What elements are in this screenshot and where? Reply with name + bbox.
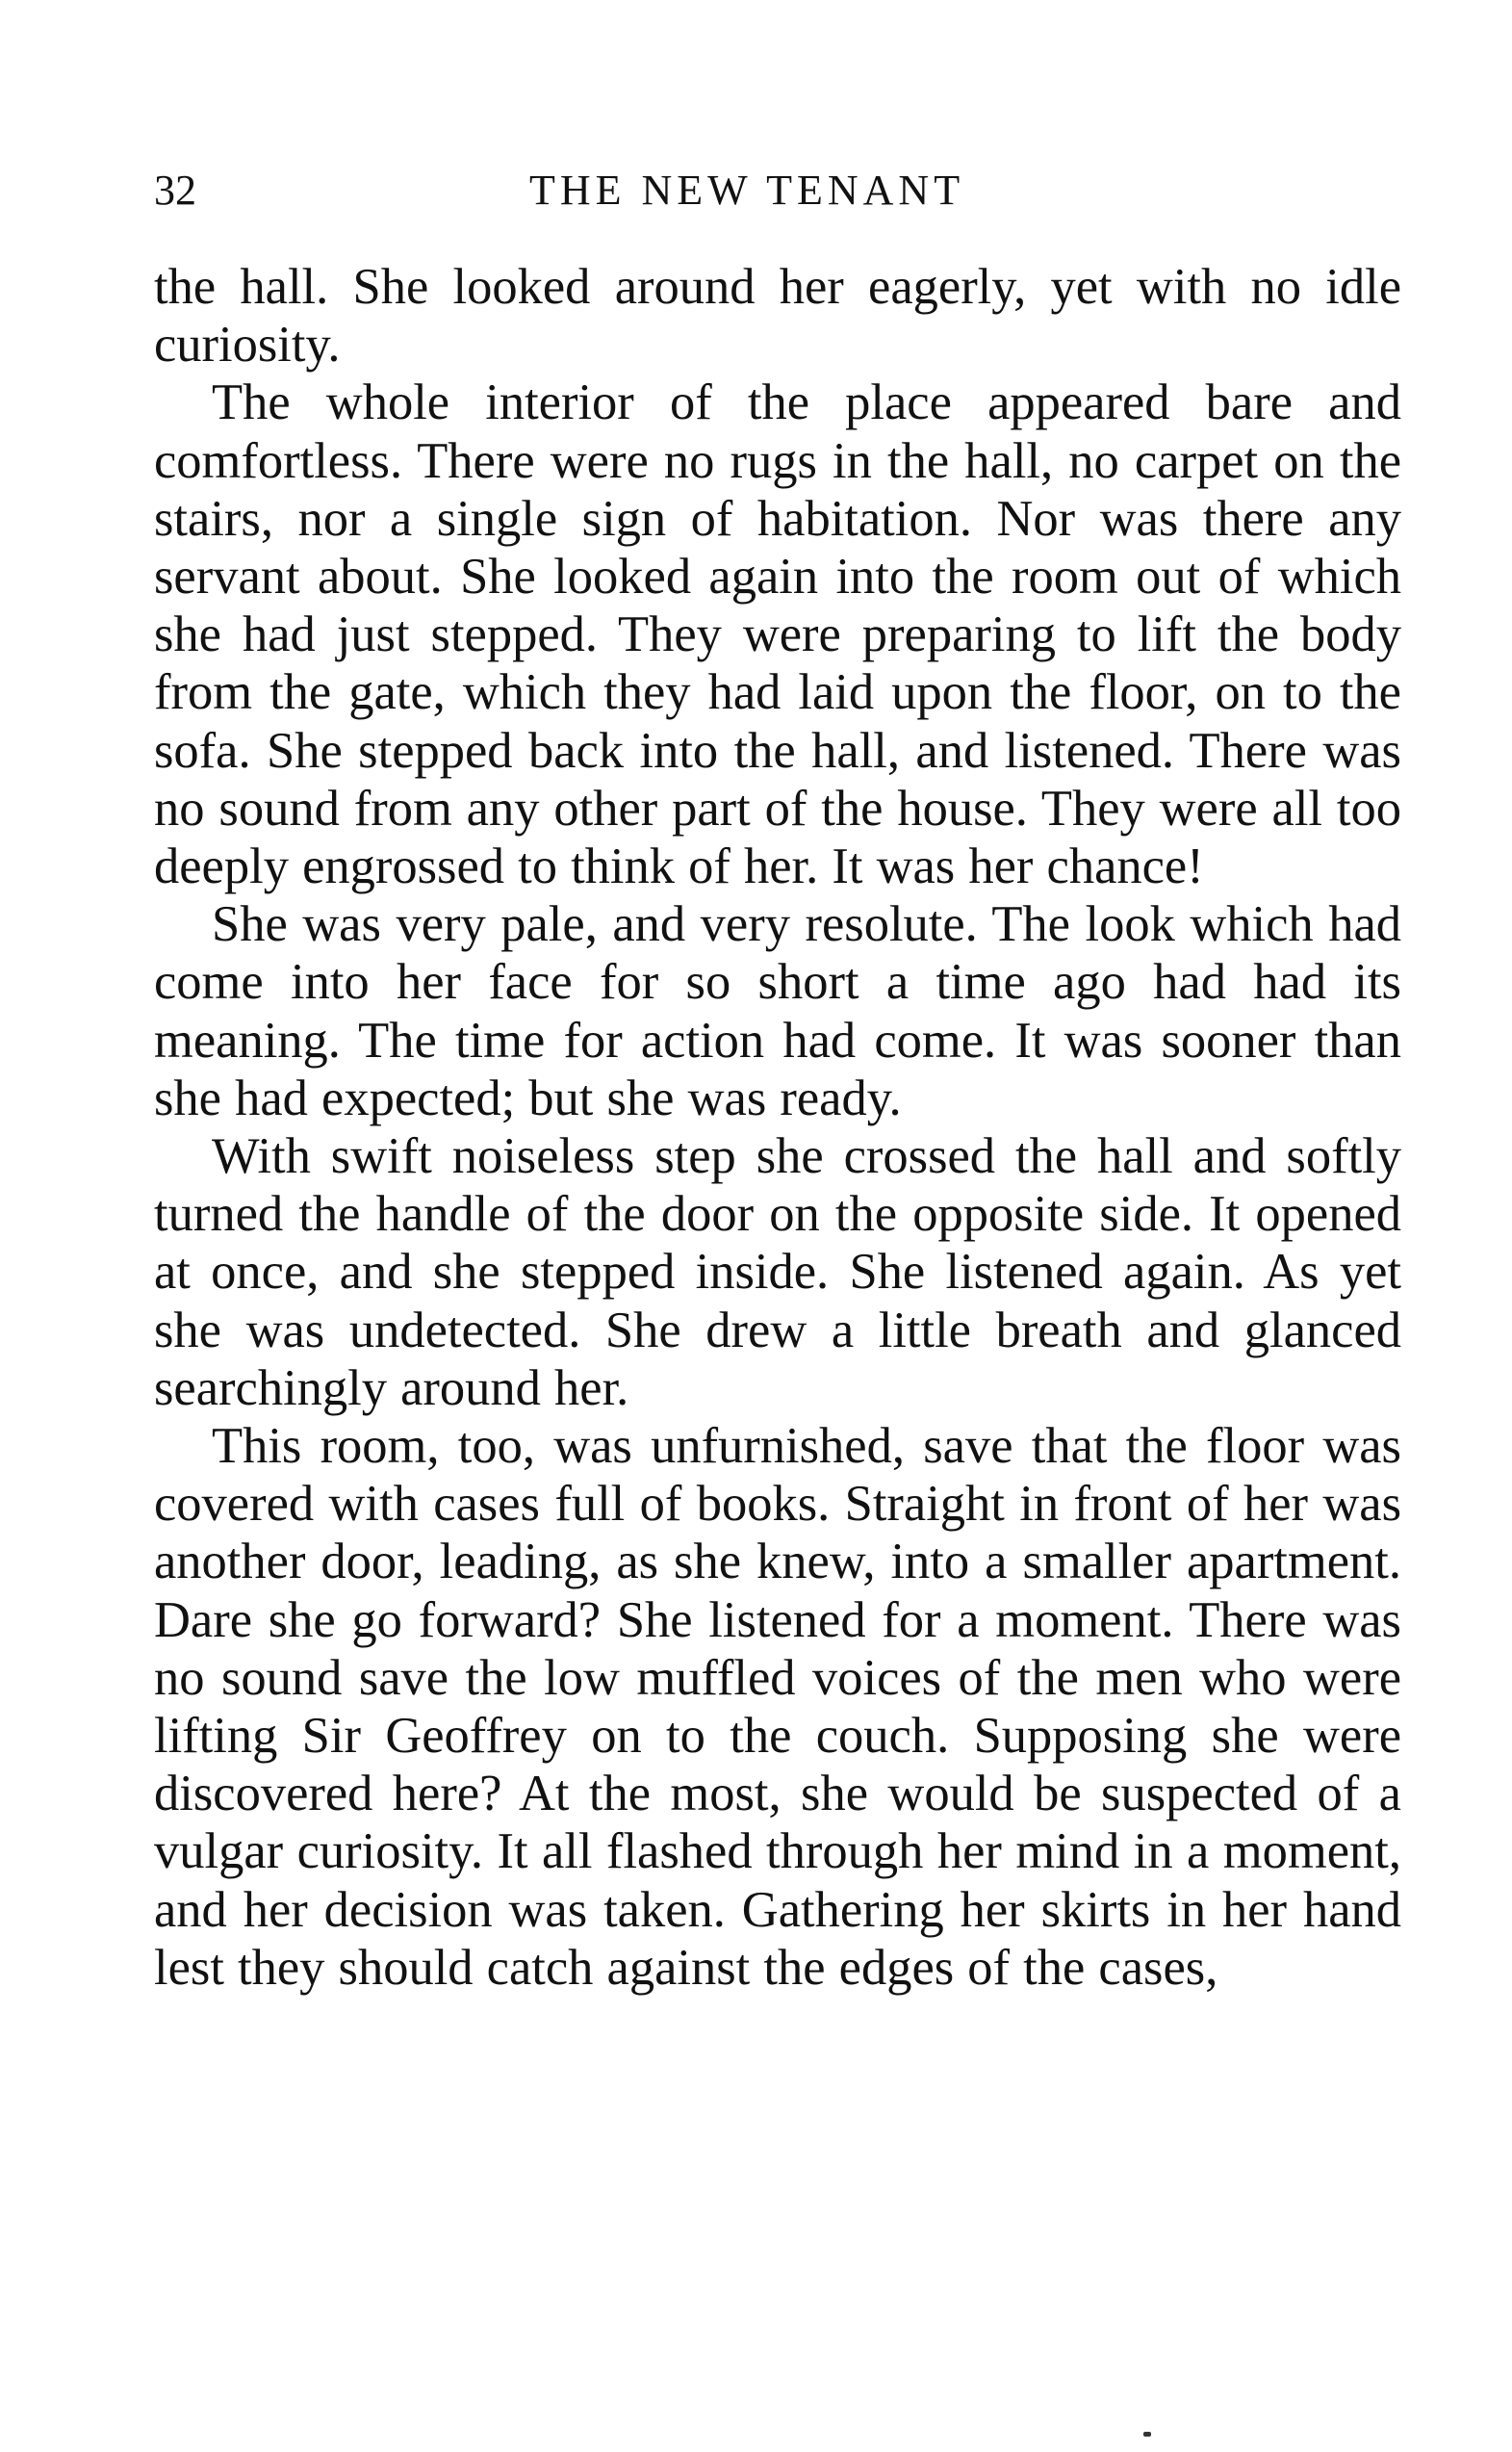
paragraph-3: She was very pale, and very resolute. The look which had come into her face for so short a time ago had had its meaning. The time for action had come. It was sooner than she had expected; but she was ready. <box>154 896 1401 1126</box>
paragraph-5: This room, too, was unfurnished, save that the floor was covered with cases full of books. Straight in front of her was another door, leading, as she knew, into a smaller apartment. Dare she go forward? She listened for a moment. There was no sound save the low muffled voices of the men who were lifting Sir Geoffrey on to the couch. Supposing she were discovered here? At the most, she would be suspected of a vulgar curiosity. It all flashed through her mind in a moment, and her decision was taken. Gathering her skirts in her hand lest they should catch against the edges of the cases, <box>154 1418 1401 1996</box>
running-head <box>154 162 1405 219</box>
paragraph-1: the hall. She looked around her eagerly, yet with no idle curiosity. <box>154 259 1401 374</box>
ink-speck <box>1143 2432 1151 2437</box>
paragraph-4: With swift noiseless step she crossed the hall and softly turned the handle of the door on the opposite side. It opened at once, and she stepped inside. She listened again. As yet she was undetected. She drew a little breath and glanced searchingly around her. <box>154 1128 1401 1416</box>
page-number: 32 <box>154 167 196 214</box>
body-text <box>154 258 1401 1997</box>
running-title: THE NEW TENANT <box>529 167 965 214</box>
paragraph-2: The whole interior of the place appeared bare and comfortless. There were no rugs in the hall, no carpet on the stairs, nor a single sign of habitation. Nor was there any servant about. She looked again into the room out of which she had just stepped. They were preparing to lift the body from the gate, which they had laid upon the floor, on to the sofa. She stepped back into the hall, and listened. There was no sound from any other part of the house. They were all too deeply engrossed to think of her. It was her chance! <box>154 374 1401 895</box>
